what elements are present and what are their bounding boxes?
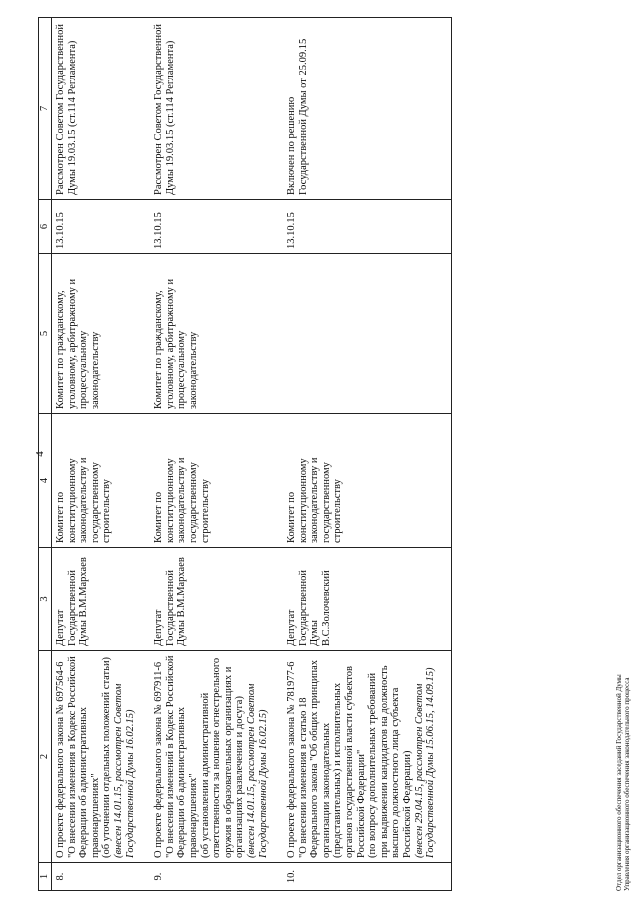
column-header: 2 <box>39 651 52 863</box>
bill-title: О проекте федерального закона № 697911-6 "О внесении изменений в Кодекс Российской Федерации об административных правонарушениях" <box>153 655 199 858</box>
responsible-committee: Комитет по конституционному законодательству и государственному строительству <box>283 414 451 548</box>
bill-author: Депутат Государственной Думы В.М.Мархаев <box>150 548 283 651</box>
bill-note: (внесен 29.04.15, рассмотрен Советом Государственной Думы 15.06.15, 14.09.15) <box>413 667 437 858</box>
column-header: 3 <box>39 548 52 651</box>
item-number: 8. <box>52 863 151 891</box>
bill-note: (внесен 14.01.15, рассмотрен Советом Государственной Думы 16.02.15) <box>245 683 269 858</box>
agenda-table <box>38 17 452 891</box>
footer-line: Отдел организационного обеспечения заседаний Государственной Думы <box>615 674 623 891</box>
bill-description <box>150 651 283 863</box>
date: 13.10.15 <box>283 200 451 254</box>
footer <box>615 674 631 891</box>
column-header: 7 <box>39 18 52 200</box>
responsible-committee: Комитет по конституционному законодательству и государственному строительству <box>52 414 151 548</box>
column-header: 5 <box>39 254 52 414</box>
bill-note: (внесен 14.01.15, рассмотрен Советом Государственной Думы 16.02.15) <box>112 683 136 858</box>
bill-description <box>52 651 151 863</box>
column-header: 4 <box>39 414 52 548</box>
bill-detail: (по вопросу дополнительных требований при выдвижении кандидатов на должность высшего должностного лица субъекта Российской Федерации) <box>367 665 414 858</box>
status: Рассмотрен Советом Государственной Думы 19.03.15 (ст.114 Регламента) <box>52 18 151 200</box>
bill-detail: (об установлении административной ответственности за ношение огнестрельного оружия в образовательных организациях и организациях развлечения и досуга) <box>199 657 246 858</box>
bill-title: О проекте федерального закона № 781977-6 "О внесении изменения в статью 18 Федерального закона "Об общих принципах организации законодательных (представительных) и исполнительных органов государственной власти субъектов Российской Федерации" <box>286 659 367 858</box>
item-number: 10. <box>283 863 451 891</box>
column-header: 6 <box>39 200 52 254</box>
bill-author: Депутат Государственной Думы В.С.Золочевский <box>283 548 451 651</box>
footer-line: Управления организационного обеспечения законодательного процесса <box>623 677 631 891</box>
bill-title: О проекте федерального закона № 697564-6 "О внесении изменения в Кодекс Российской Федерации об административных правонарушениях" <box>55 656 101 858</box>
page-number: 4 <box>34 451 46 457</box>
date: 13.10.15 <box>52 200 151 254</box>
co-committee: Комитет по гражданскому, уголовному, арбитражному и процессуальному законодательству <box>150 254 283 414</box>
co-committee: Комитет по гражданскому, уголовному, арбитражному и процессуальному законодательству <box>52 254 151 414</box>
column-number-row <box>39 18 52 891</box>
column-header: 1 <box>39 863 52 891</box>
responsible-committee: Комитет по конституционному законодательству и государственному строительству <box>150 414 283 548</box>
bill-description <box>283 651 451 863</box>
status: Включен по решению Государственной Думы от 25.09.15 <box>283 18 451 200</box>
bill-detail: (об уточнении отдельных положений статьи) <box>101 656 113 858</box>
table-row <box>283 18 451 891</box>
table-row <box>52 18 151 891</box>
status: Рассмотрен Советом Государственной Думы 19.03.15 (ст.114 Регламента) <box>150 18 283 200</box>
bill-author: Депутат Государственной Думы В.М.Мархаев <box>52 548 151 651</box>
item-number: 9. <box>150 863 283 891</box>
date: 13.10.15 <box>150 200 283 254</box>
co-committee <box>283 254 451 414</box>
table-row <box>150 18 283 891</box>
